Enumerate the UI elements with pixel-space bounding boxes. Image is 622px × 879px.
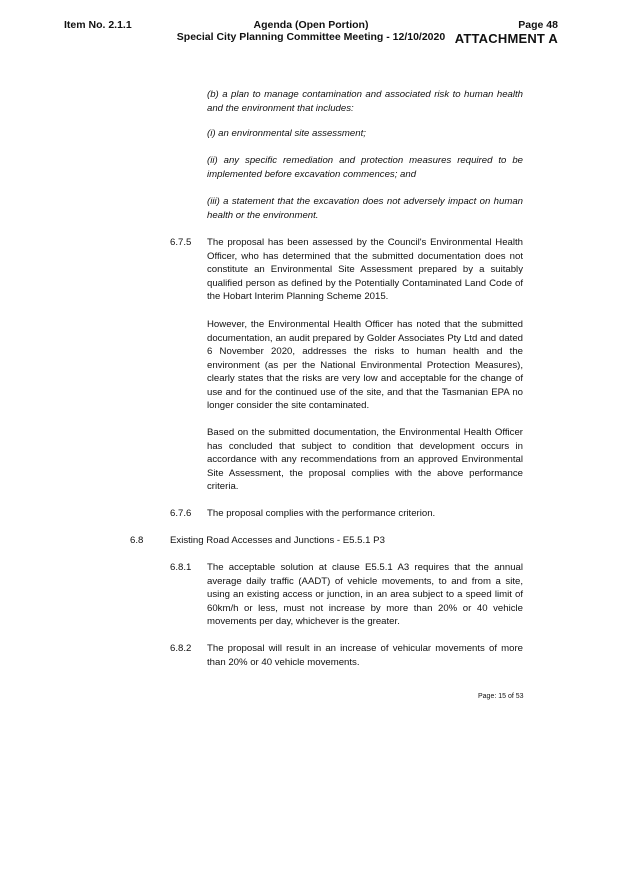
section-6-7-5-para-2: However, the Environmental Health Officer has noted that the submitted documentation, an audit prepared by Golder Associates Pty Ltd and dated 6 November 2020, addresses the risks to human health and the environment (as per the National Environmental Protection Measures), clearly states that the risks are very low and acceptable for the change of use and for the continued use of the site, and that the Tasmanian EPA no longer consider the site contaminated. (207, 319, 523, 411)
section-number-6-8: 6.8 (130, 535, 144, 546)
clause-iii: (iii) a statement that the excavation does not adversely impact on human health or the environment. (207, 196, 523, 221)
section-number-6-7-6: 6.7.6 (170, 508, 192, 519)
page-number: Page 48 (518, 19, 558, 31)
section-6-7-5-para-1: The proposal has been assessed by the Council's Environmental Health Officer, who has determined that the submitted documentation does not constitute an Environmental Site Assessment prepared by a suitably qualified person as defined by the Potentially Contaminated Land Code of the Hobart Interim Planning Scheme 2015. (207, 237, 523, 302)
section-6-7-5-para-3: Based on the submitted documentation, the Environmental Health Officer has concluded that subject to condition that development occurs in accordance with any recommendations from an approved Environmental Site Assessment, the proposal complies with the above performance criteria. (207, 427, 523, 492)
clause-i: (i) an environmental site assessment; (207, 128, 366, 139)
section-number-6-8-1: 6.8.1 (170, 562, 192, 573)
clause-b: (b) a plan to manage contamination and associated risk to human health and the environment that includes: (207, 89, 523, 114)
section-6-7-6-text: The proposal complies with the performance criterion. (207, 508, 436, 519)
header-right (455, 19, 558, 46)
attachment-label: ATTACHMENT A (454, 31, 558, 46)
page-footer: Page: 15 of 53 (478, 693, 524, 700)
section-6-8-2-text: The proposal will result in an increase of vehicular movements of more than 20% or 40 vehicle movements. (207, 643, 523, 668)
section-6-8-1-text: The acceptable solution at clause E5.5.1 A3 requires that the annual average daily traffic (AADT) of vehicle movements, to and from a site, using an existing access or junction, in an area subject to a speed limit of 60km/h or less, must not increase by more than 20% or 40 vehicle movements per day, whichever is the greater. (207, 562, 523, 627)
section-number-6-7-5: 6.7.5 (170, 237, 192, 248)
meeting-title: Special City Planning Committee Meeting - 12/10/2020 (176, 31, 446, 43)
section-number-6-8-2: 6.8.2 (170, 643, 192, 654)
item-number: Item No. 2.1.1 (64, 19, 132, 31)
section-6-8-heading: Existing Road Accesses and Junctions - E5.5.1 P3 (170, 535, 385, 546)
agenda-title: Agenda (Open Portion) (253, 19, 369, 31)
clause-ii: (ii) any specific remediation and protection measures required to be implemented before excavation commences; and (207, 155, 523, 180)
